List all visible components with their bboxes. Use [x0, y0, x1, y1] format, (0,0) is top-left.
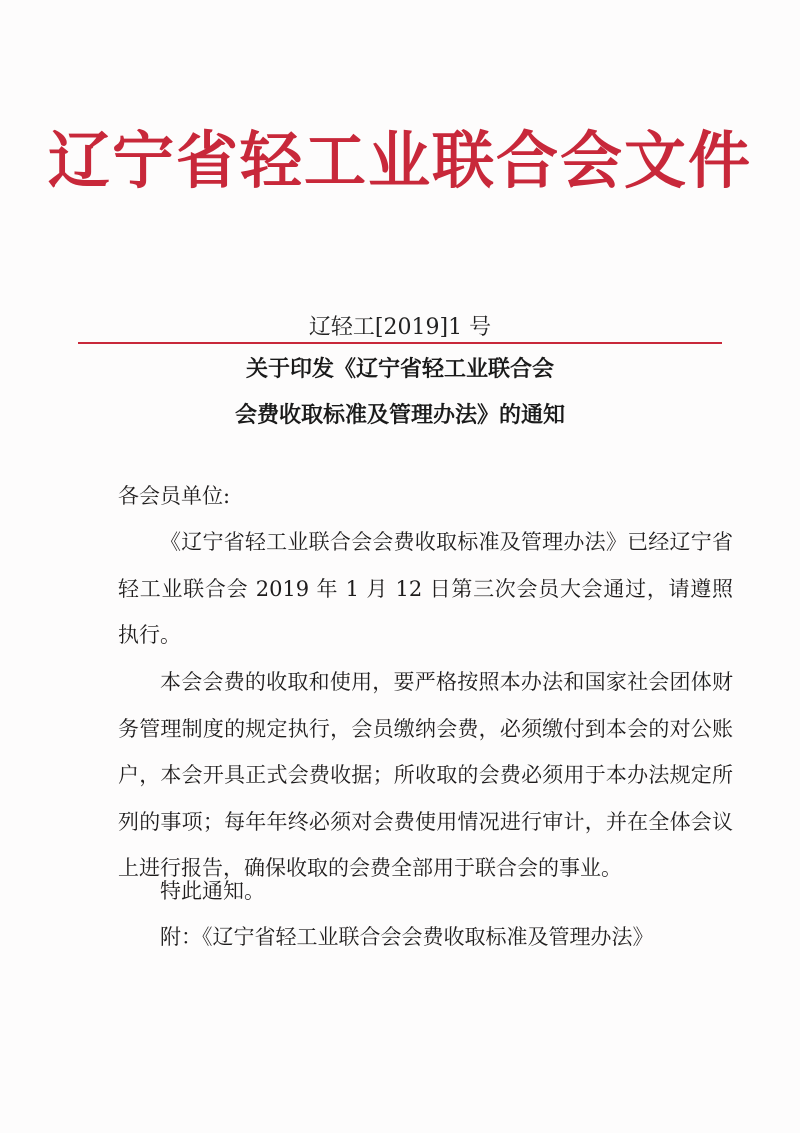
notice-title-line-1: 关于印发《辽宁省轻工业联合会 — [245, 357, 554, 382]
salutation — [118, 473, 733, 520]
closing — [118, 868, 733, 915]
attachment-text: 附：《辽宁省轻工业联合会会费收取标准及管理办法》 — [160, 925, 654, 949]
paragraph-2-text: 本会会费的收取和使用，要严格按照本办法和国家社会团体财务管理制度的规定执行，会员缴纳会费，必须缴付到本会的对公账户，本会开具正式会费收据；所收取的会费必须用于本办法规定所列的事项；每年年终必须对会费使用情况进行审计，并在全体会议上进行报告，确保收取的会费全部用于联合会的事业。 — [118, 670, 733, 880]
paragraph-1 — [118, 519, 733, 659]
paragraph-2 — [118, 659, 733, 892]
notice-title-line-2: 会费收取标准及管理办法》的通知 — [234, 403, 565, 428]
document-header-title: 辽宁省轻工业联合会文件 — [47, 124, 752, 197]
salutation-text: 各会员单位: — [118, 484, 231, 508]
attachment-note — [118, 914, 733, 961]
document-number: 辽轻工[2019]1 号 — [308, 315, 492, 340]
paragraph-1-text: 《辽宁省轻工业联合会会费收取标准及管理办法》已经辽宁省轻工业联合会 2019 年 1 月 12 日第三次会员大会通过，请遵照执行。 — [118, 530, 733, 647]
closing-text: 特此通知。 — [160, 879, 265, 903]
red-divider-line — [78, 342, 722, 344]
